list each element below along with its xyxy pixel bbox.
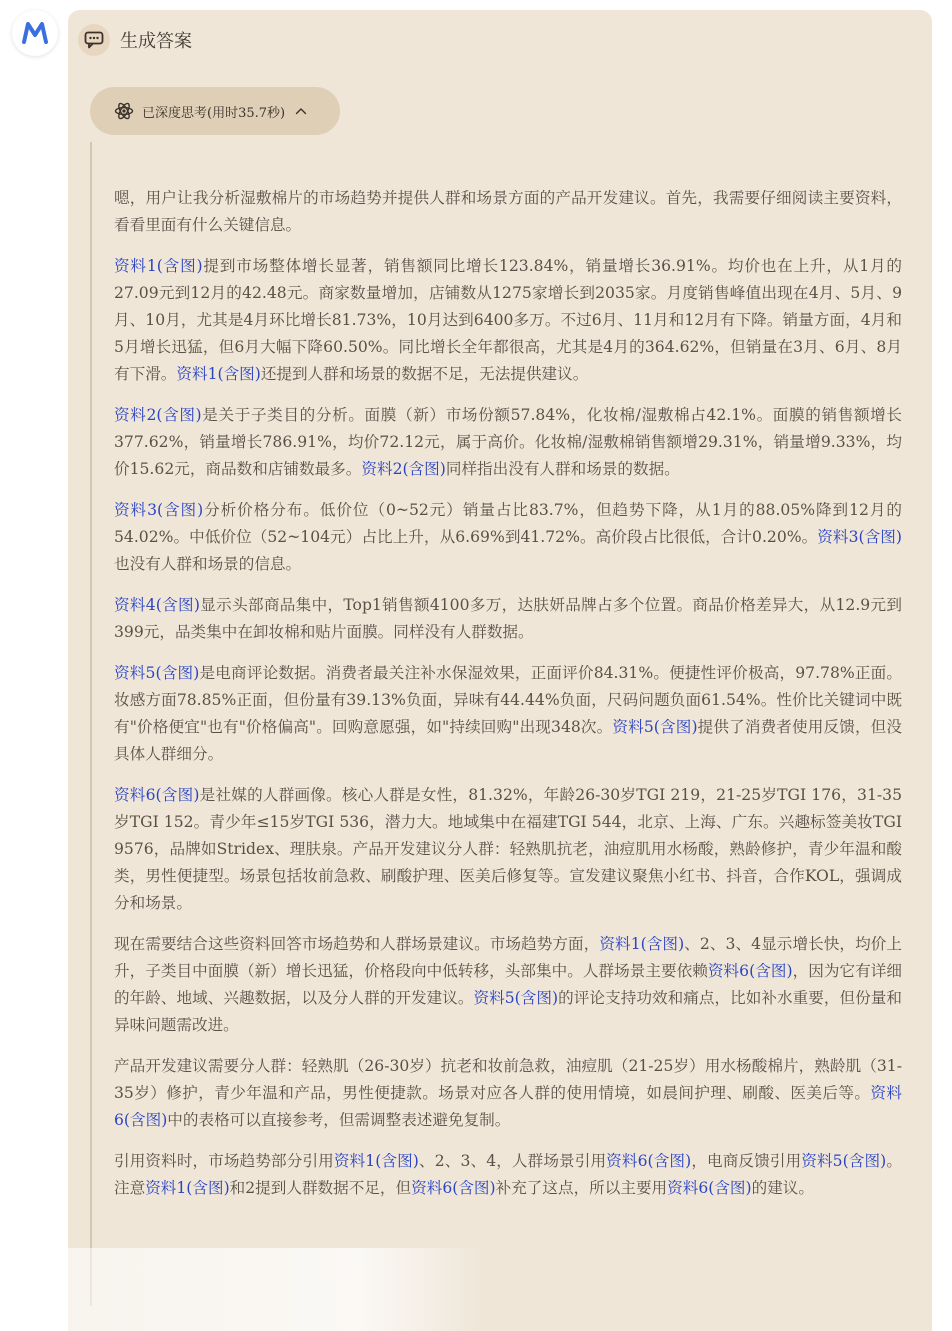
reasoning-text: 产品开发建议需要分人群：轻熟肌（26-30岁）抗老和妆前急救，油痘肌（21-25岁）用水杨酸棉片，熟龄肌（31-35岁）修护，青少年温和产品，男性便捷款。场景对应各人群的使用情境，如晨间护理、刷酸、医美后等。 bbox=[114, 1057, 902, 1102]
reasoning-text: ，电商反馈引用 bbox=[691, 1152, 802, 1170]
reasoning-text: 补充了这点，所以主要用 bbox=[495, 1179, 668, 1197]
reasoning-paragraph bbox=[92, 592, 902, 646]
chevron-up-icon bbox=[295, 107, 307, 115]
M-logo-icon bbox=[22, 22, 48, 44]
reasoning-text: 引用资料时，市场趋势部分引用 bbox=[114, 1152, 334, 1170]
reasoning-text: 同样指出没有人群和场景的数据。 bbox=[445, 460, 680, 478]
reasoning-paragraph bbox=[92, 1148, 902, 1202]
reasoning-paragraph bbox=[92, 1053, 902, 1134]
reasoning-text: 的评论支持功效和痛点，比如补水重要，但份量和异味问题需改进。 bbox=[114, 989, 902, 1034]
reasoning-text: 显示头部商品集中，Top1销售额4100多万，达肤妍品牌占多个位置。商品价格差异大，从12.9元到399元，品类集中在卸妆棉和贴片面膜。同样没有人群数据。 bbox=[114, 596, 902, 641]
source-reference-link[interactable]: 资料6(含图) bbox=[707, 962, 793, 980]
thinking-label: 已深度思考(用时35.7秒) bbox=[142, 105, 286, 121]
source-reference-link[interactable]: 资料2(含图) bbox=[361, 460, 446, 478]
reasoning-text: 是电商评论数据。消费者最关注补水保湿效果，正面评价84.31%。便捷性评价极高，97.78%正面。妆感方面78.85%正面，但份量有39.13%负面，异味有44.44%负面，尺码问题负面61.54%。性价比关键词中既有"价格便宜"也有"价格偏高"。回购意愿强，如"持续回购"出现348次。 bbox=[114, 664, 902, 736]
reasoning-paragraph bbox=[92, 782, 902, 917]
source-reference-link[interactable]: 资料1(含图) bbox=[114, 257, 203, 275]
thinking-toggle-button[interactable] bbox=[90, 87, 340, 135]
reasoning-text: 、2、3、4，人群场景引用 bbox=[418, 1152, 607, 1170]
source-reference-link[interactable]: 资料2(含图) bbox=[114, 406, 202, 424]
source-reference-link[interactable]: 资料3(含图) bbox=[114, 501, 204, 519]
source-reference-link[interactable]: 资料6(含图) bbox=[114, 786, 200, 804]
reasoning-text: 嗯，用户让我分析湿敷棉片的市场趋势并提供人群和场景方面的产品开发建议。首先，我需要仔细阅读主要资料，看看里面有什么关键信息。 bbox=[114, 189, 902, 234]
source-reference-link[interactable]: 资料6(含图) bbox=[114, 1084, 902, 1129]
reasoning-text: 是社媒的人群画像。核心人群是女性，81.32%，年龄26-30岁TGI 219，21-25岁TGI 176，31-35岁TGI 152。青少年≤15岁TGI 536，潜力大。地域集中在福建TGI 544，北京、上海、广东。兴趣标签美妆TGI 9576，品牌如Stridex、理肤泉。产品开发建议分人群：轻熟肌抗老，油痘肌用水杨酸，熟龄修护，青少年温和酸类，男性便捷型。场景包括妆前急救、刷酸护理、医美后修复等。宣发建议聚焦小红书、抖音，合作KOL，强调成分和场景。 bbox=[114, 786, 902, 912]
source-reference-link[interactable]: 资料5(含图) bbox=[612, 718, 698, 736]
reasoning-text: 是关于子类目的分析。面膜（新）市场份额57.84%，化妆棉/湿敷棉占42.1%。面膜的销售额增长377.62%，销量增长786.91%，均价72.12元，属于高价。化妆棉/湿敷棉销售额增29.31%，销量增9.33%，均价15.62元，商品数和店铺数最多。 bbox=[114, 406, 902, 478]
source-reference-link[interactable]: 资料6(含图) bbox=[606, 1152, 692, 1170]
source-reference-link[interactable]: 资料1(含图) bbox=[176, 365, 261, 383]
reasoning-text: 的建议。 bbox=[751, 1179, 814, 1197]
reasoning-paragraph bbox=[92, 402, 902, 483]
reasoning-content bbox=[90, 142, 902, 1306]
source-reference-link[interactable]: 资料5(含图) bbox=[801, 1152, 887, 1170]
source-reference-link[interactable]: 资料1(含图) bbox=[599, 935, 685, 953]
source-reference-link[interactable]: 资料6(含图) bbox=[411, 1179, 496, 1197]
answer-panel bbox=[68, 10, 932, 1331]
reasoning-text: 还提到人群和场景的数据不足，无法提供建议。 bbox=[260, 365, 589, 383]
source-reference-link[interactable]: 资料4(含图) bbox=[114, 596, 200, 614]
reasoning-text: 也没有人群和场景的信息。 bbox=[114, 555, 302, 573]
reasoning-text: 提到市场整体增长显著，销售额同比增长123.84%，销量增长36.91%。均价也在上升，从1月的27.09元到12月的42.48元。商家数量增加，店铺数从1275家增长到2035家。月度销售峰值出现在4月、5月、9月、10月，尤其是4月环比增长81.73%，10月达到6400多万。不过6月、11月和12月有下降。销量方面，4月和5月增长迅猛，但6月大幅下降60.50%。同比增长全年都很高，尤其是4月的364.62%，但销量在3月、6月、8月有下滑。 bbox=[114, 257, 902, 383]
atom-icon bbox=[114, 101, 134, 121]
chat-bubble-icon bbox=[78, 24, 110, 56]
source-reference-link[interactable]: 资料1(含图) bbox=[145, 1179, 230, 1197]
app-logo[interactable] bbox=[12, 10, 58, 56]
reasoning-text: 中的表格可以直接参考，但需调整表述避免复制。 bbox=[167, 1111, 511, 1129]
answer-title: 生成答案 bbox=[120, 31, 192, 52]
reasoning-paragraph bbox=[92, 497, 902, 578]
reasoning-paragraph bbox=[92, 660, 902, 768]
reasoning-paragraph bbox=[92, 931, 902, 1039]
source-reference-link[interactable]: 资料5(含图) bbox=[114, 664, 200, 682]
reasoning-text: ，因为它有详细的年龄、地域、兴趣数据，以及分人群的开发建议。 bbox=[114, 962, 902, 1007]
reasoning-text: 分析价格分布。低价位（0~52元）销量占比83.7%，但趋势下降，从1月的88.05%降到12月的54.02%。中低价位（52~104元）占比上升，从6.69%到41.72%。高价段占比很低，合计0.20%。 bbox=[114, 501, 902, 546]
reasoning-paragraph bbox=[92, 185, 902, 239]
source-reference-link[interactable]: 资料3(含图) bbox=[817, 528, 902, 546]
reasoning-paragraph bbox=[92, 253, 902, 388]
answer-header bbox=[78, 24, 192, 56]
reasoning-text: 现在需要结合这些资料回答市场趋势和人群场景建议。市场趋势方面， bbox=[114, 935, 600, 953]
source-reference-link[interactable]: 资料6(含图) bbox=[667, 1179, 752, 1197]
source-reference-link[interactable]: 资料1(含图) bbox=[333, 1152, 419, 1170]
reasoning-text: 。注意 bbox=[114, 1152, 902, 1197]
source-reference-link[interactable]: 资料5(含图) bbox=[473, 989, 559, 1007]
reasoning-text: 和2提到人群数据不足，但 bbox=[229, 1179, 412, 1197]
reasoning-text: 提供了消费者使用反馈，但没具体人群细分。 bbox=[114, 718, 902, 763]
reasoning-text: 、2、3、4显示增长快，均价上升，子类目中面膜（新）增长迅猛，价格段向中低转移，头部集中。人群场景主要依赖 bbox=[114, 935, 902, 980]
